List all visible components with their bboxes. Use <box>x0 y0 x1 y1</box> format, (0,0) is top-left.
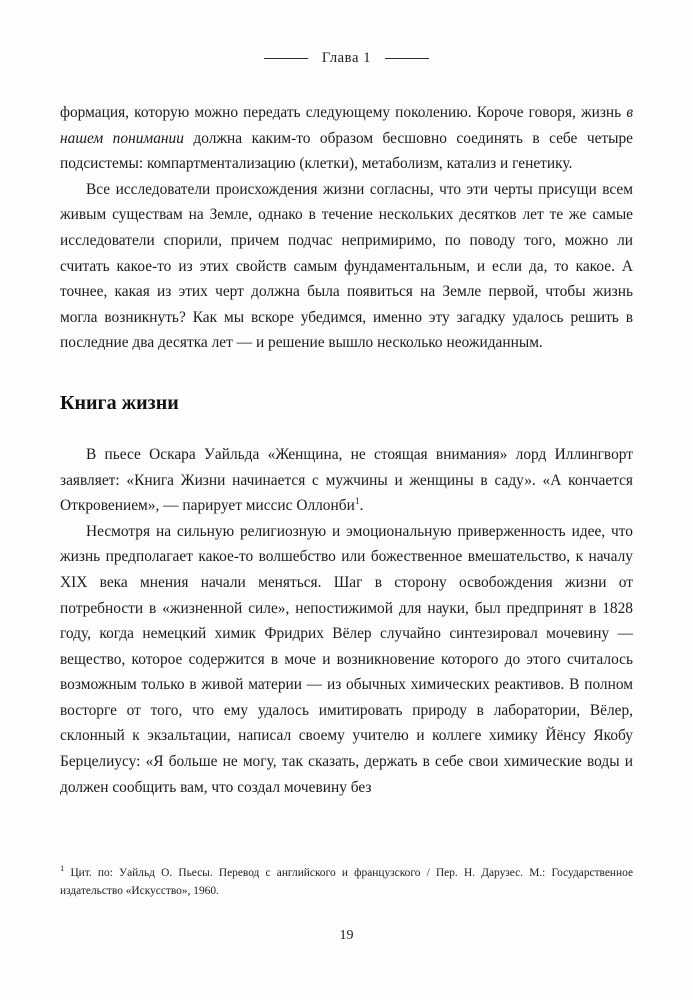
section-heading: Книга жизни <box>60 391 179 414</box>
header-rule-right-icon <box>385 58 429 59</box>
paragraph-group-bottom <box>60 442 633 800</box>
paragraph <box>60 177 633 356</box>
paragraph-text-part: В пьесе Оскара Уайльда «Женщина, не стоящая внимания» лорд Иллингворт заявляет: «Книга Жизни начинается с мужчины и женщины в саду». «А кончается Откровением», — парирует миссис Оллонби <box>60 445 633 515</box>
footnote-area <box>60 865 633 900</box>
page-header <box>0 50 693 67</box>
paragraph-text-part: . <box>359 497 364 515</box>
paragraph-text-part: Все исследователи происхождения жизни согласны, что эти черты присущи всем живым существам на Земле, однако в течение нескольких десятков лет те же самые исследователи спорили, причем подчас непримиримо, по поводу того, можно ли считать какое-то из этих свойств самым фундаментальным, и если да, то какое. А точнее, какая из этих черт должна была появиться на Земле первой, чтобы жизнь могла возникнуть? Как мы вскоре убедимся, именно эту загадку удалось решить в последние два десятка лет — и решение вышло несколько неожиданным. <box>60 180 633 352</box>
page-body <box>60 100 633 800</box>
paragraph-text-part: Несмотря на сильную религиозную и эмоциональную приверженность идее, что жизнь предполагает какое-то волшебство или божественное вмешательство, к началу XIX века мнения начали меняться. Шаг в сторону освобождения жизни от потребности в «жизненной силе», непостижимой для науки, был предпринят в 1828 году, когда немецкий химик Фридрих Вёлер случайно синтезировал мочевину — вещество, которое содержится в моче и возникновение которого до этого считалось возможным только в живой материи — из обычных химических реактивов. В полном восторге от того, что ему удалось имитировать природу в лаборатории, Вёлер, склонный к экзальтации, написал своему учителю и коллеге химику Йёнсу Якобу Берцелиусу: «Я больше не могу, так сказать, держать в себе свои химические воды и должен сообщить вам, что создал мочевину без <box>60 522 633 796</box>
chapter-label: Глава 1 <box>321 50 372 66</box>
paragraph <box>60 519 633 801</box>
header-rule-left-icon <box>264 58 308 59</box>
page-number: 19 <box>339 928 354 943</box>
footnote-text: Цит. по: Уайльд О. Пьесы. Перевод с английского и французского / Пер. Н. Дарузес. М.: Государственное издательство «Искусство», 1960. <box>60 867 633 897</box>
paragraph <box>60 442 633 519</box>
paragraph-text-part: должна каким-то образом бесшовно соединять в себе четыре подсистемы: компартментализацию (клетки), метаболизм, катализ и генетику. <box>60 129 633 173</box>
emphasized-phrase: в нашем понимании <box>60 104 633 147</box>
paragraph-group-top <box>60 100 633 356</box>
paragraph-continuation <box>60 100 633 177</box>
paragraph-text-part: формация, которую можно передать следующему поколению. Короче говоря, жизнь <box>60 104 627 121</box>
footnote-reference[interactable]: 1 <box>354 497 360 507</box>
footnote-marker: 1 <box>60 863 65 874</box>
footnote-item <box>60 865 633 900</box>
